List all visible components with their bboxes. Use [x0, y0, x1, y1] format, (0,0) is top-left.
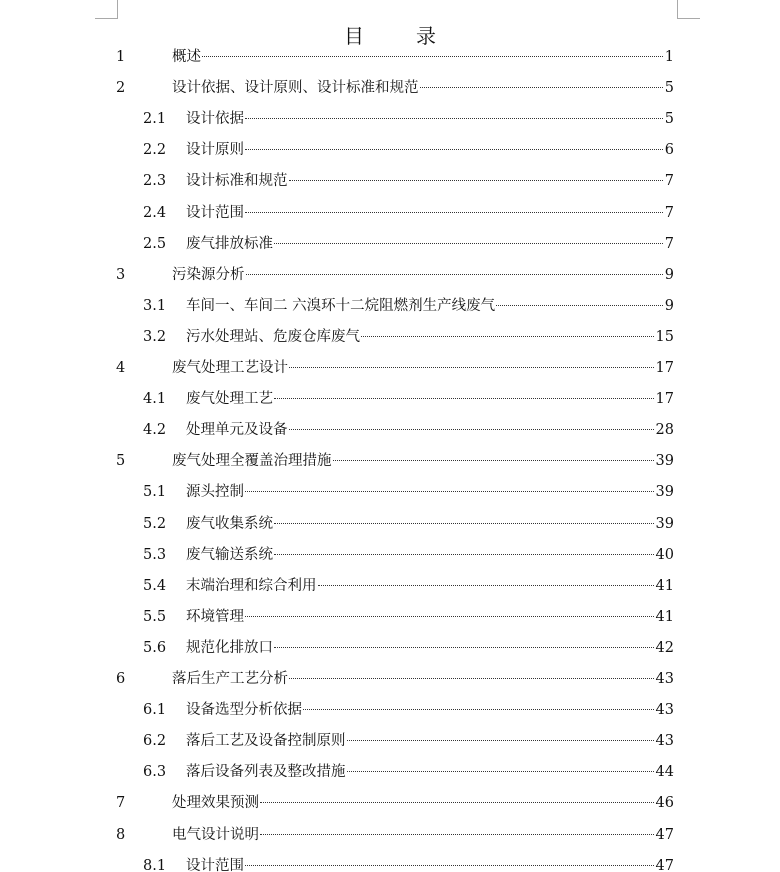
- toc-entry[interactable]: [0, 574, 780, 598]
- toc-entry-title[interactable]: 处理单元及设备: [186, 422, 288, 439]
- toc-entry[interactable]: [0, 729, 780, 753]
- toc-dot-leader: [245, 865, 654, 866]
- toc-entry-page-number: 39: [655, 515, 674, 532]
- toc-entry-line: [186, 760, 674, 784]
- toc-entry-number: 4.1: [143, 391, 167, 408]
- toc-entry-number: 6.1: [143, 702, 167, 719]
- toc-entry-number: 2: [116, 80, 126, 97]
- toc-entry-title[interactable]: 处理效果预测: [172, 795, 259, 812]
- toc-entry-page-number: 47: [655, 826, 674, 843]
- toc-entry-number: 6.2: [143, 733, 167, 750]
- toc-entry-title[interactable]: 电气设计说明: [172, 826, 259, 843]
- toc-entry-line: [186, 605, 674, 629]
- toc-entry-title[interactable]: 规范化排放口: [186, 639, 273, 656]
- toc-entry-line: [186, 512, 674, 536]
- toc-entry-page-number: 43: [655, 733, 674, 750]
- toc-entry-title[interactable]: 落后设备列表及整改措施: [186, 764, 346, 781]
- toc-entry-title[interactable]: 源头控制: [186, 484, 244, 501]
- toc-entry[interactable]: [0, 449, 780, 473]
- toc-entry[interactable]: [0, 823, 780, 847]
- toc-entry-line: [172, 823, 674, 847]
- crop-mark-top-right: [677, 0, 700, 19]
- toc-entry[interactable]: [0, 387, 780, 411]
- toc-title-char-2: 录: [416, 24, 436, 48]
- toc-entry-number: 7: [116, 795, 126, 812]
- toc-entry-number: 5.5: [143, 608, 167, 625]
- toc-entry-line: [186, 729, 674, 753]
- toc-entry-page-number: 28: [655, 422, 674, 439]
- toc-entry-number: 5.6: [143, 639, 167, 656]
- toc-entry-page-number: 5: [664, 80, 674, 97]
- toc-entry[interactable]: [0, 325, 780, 349]
- toc-entry[interactable]: [0, 45, 780, 69]
- toc-dot-leader: [260, 834, 654, 835]
- toc-entry-number: 1: [116, 49, 126, 65]
- toc-entry-line: [186, 636, 674, 660]
- toc-entry-line: [186, 201, 674, 225]
- toc-entry-page-number: 17: [655, 391, 674, 408]
- toc-entry-page-number: 43: [655, 671, 674, 687]
- toc-entry[interactable]: [0, 294, 780, 318]
- toc-entry[interactable]: [0, 232, 780, 256]
- toc-entry-number: 5.4: [143, 577, 167, 594]
- toc-entry-line: [186, 543, 674, 567]
- toc-dot-leader: [245, 118, 663, 119]
- toc-entry-page-number: 7: [664, 173, 674, 190]
- toc-dot-leader: [245, 212, 663, 213]
- toc-entry-page-number: 43: [655, 702, 674, 719]
- toc-entry-line: [186, 387, 674, 411]
- toc-entry[interactable]: [0, 76, 780, 100]
- toc-entry-title[interactable]: 污水处理站、危废仓库废气: [186, 328, 360, 345]
- toc-dot-leader: [245, 149, 663, 150]
- toc-entry[interactable]: [0, 667, 780, 691]
- toc-entry[interactable]: [0, 698, 780, 722]
- toc-entry-number: 5: [116, 453, 126, 470]
- toc-entry-title[interactable]: 落后工艺及设备控制原则: [186, 733, 346, 750]
- toc-entry-number: 4: [116, 360, 126, 376]
- toc-entry[interactable]: [0, 356, 780, 380]
- toc-dot-leader: [289, 429, 654, 430]
- toc-entry-title[interactable]: 车间一、车间二 六溴环十二烷阻燃剂生产线废气: [186, 297, 496, 314]
- toc-dot-leader: [420, 87, 663, 88]
- toc-entry-page-number: 5: [664, 111, 674, 128]
- toc-entry[interactable]: [0, 138, 780, 162]
- toc-dot-leader: [289, 678, 654, 679]
- toc-entry-number: 2.2: [143, 142, 167, 159]
- toc-entry-line: [186, 480, 674, 504]
- toc-entry-title[interactable]: 设计标准和规范: [186, 173, 288, 190]
- toc-dot-leader: [289, 367, 654, 368]
- toc-entry-line: [186, 698, 674, 722]
- toc-entry-page-number: 9: [664, 297, 674, 314]
- toc-entry-line: [186, 574, 674, 598]
- toc-entry-line: [172, 45, 674, 69]
- toc-entry-line: [186, 325, 674, 349]
- toc-entry-page-number: 42: [655, 639, 674, 656]
- toc-entry-title[interactable]: 废气处理工艺: [186, 391, 273, 408]
- toc-entry[interactable]: [0, 605, 780, 629]
- toc-entry-title[interactable]: 废气收集系统: [186, 515, 273, 532]
- toc-entry-title[interactable]: 设计范围: [186, 204, 244, 221]
- toc-entry[interactable]: [0, 418, 780, 442]
- toc-entry-title[interactable]: 设计依据: [186, 111, 244, 128]
- toc-entry-number: 8: [116, 826, 126, 843]
- toc-entry-title[interactable]: 废气输送系统: [186, 546, 273, 563]
- toc-entry-page-number: 7: [664, 204, 674, 221]
- toc-entry-title[interactable]: 环境管理: [186, 608, 244, 625]
- toc-dot-leader: [333, 460, 654, 461]
- toc-entry-number: 3.2: [143, 328, 167, 345]
- toc-entry-number: 2.5: [143, 235, 167, 252]
- toc-dot-leader: [303, 709, 654, 710]
- toc-entry-page-number: 39: [655, 453, 674, 470]
- toc-entry-number: 2.4: [143, 204, 167, 221]
- toc-entry-number: 6.3: [143, 764, 167, 781]
- toc-entry-line: [186, 418, 674, 442]
- toc-entry[interactable]: [0, 854, 780, 872]
- toc-entry-line: [172, 76, 674, 100]
- toc-entry[interactable]: [0, 543, 780, 567]
- toc-entry-title[interactable]: 落后生产工艺分析: [172, 671, 288, 687]
- toc-entry[interactable]: [0, 480, 780, 504]
- toc-dot-leader: [274, 554, 654, 555]
- toc-dot-leader: [202, 56, 663, 57]
- toc-dot-leader: [496, 305, 663, 306]
- toc-entry-line: [186, 232, 674, 256]
- toc-entry-line: [172, 356, 674, 380]
- toc-dot-leader: [245, 491, 654, 492]
- toc-entry-line: [186, 169, 674, 193]
- toc-entry-title[interactable]: 废气排放标准: [186, 235, 273, 252]
- toc-dot-leader: [246, 274, 663, 275]
- toc-entry[interactable]: [0, 107, 780, 131]
- toc-entry-page-number: 41: [655, 608, 674, 625]
- toc-entry-title[interactable]: 设计依据、设计原则、设计标准和规范: [172, 80, 419, 97]
- toc-entry-line: [186, 294, 674, 318]
- toc-dot-leader: [245, 616, 654, 617]
- toc-entry[interactable]: [0, 791, 780, 815]
- toc-entry-page-number: 39: [655, 484, 674, 501]
- toc-entry-number: 5.3: [143, 546, 167, 563]
- toc-entry-page-number: 15: [655, 328, 674, 345]
- toc-entry-number: 5.1: [143, 484, 167, 501]
- toc-entry-line: [186, 854, 674, 872]
- toc-entry-line: [172, 263, 674, 287]
- toc-entry-page-number: 46: [655, 795, 674, 812]
- toc-entry-page-number: 17: [655, 360, 674, 376]
- toc-entry-page-number: 9: [664, 266, 674, 283]
- toc-entry-page-number: 47: [655, 857, 674, 872]
- toc-entry-number: 2.1: [143, 111, 167, 128]
- toc-title-char-1: 目: [344, 24, 364, 48]
- toc-entry-number: 6: [116, 671, 126, 687]
- toc-dot-leader: [361, 336, 654, 337]
- toc-entry-title[interactable]: 概述: [172, 49, 201, 65]
- toc-entry-title[interactable]: 末端治理和综合利用: [186, 577, 317, 594]
- toc-entry-title[interactable]: 废气处理全覆盖治理措施: [172, 453, 332, 470]
- toc-dot-leader: [347, 740, 654, 741]
- toc-entry-title[interactable]: 废气处理工艺设计: [172, 360, 288, 376]
- toc-entry[interactable]: [0, 636, 780, 660]
- toc-dot-leader: [274, 523, 654, 524]
- toc-entry-number: 3: [116, 266, 126, 283]
- toc-entry-number: 3.1: [143, 297, 167, 314]
- toc-entry-page-number: 1: [664, 49, 674, 65]
- toc-entry[interactable]: [0, 760, 780, 784]
- toc-entry-number: 5.2: [143, 515, 167, 532]
- toc-entry-line: [172, 449, 674, 473]
- toc-entry-title[interactable]: 污染源分析: [172, 266, 245, 283]
- toc-entry-number: 8.1: [143, 857, 167, 872]
- toc-dot-leader: [274, 647, 654, 648]
- toc-dot-leader: [274, 243, 663, 244]
- toc-entry-page-number: 7: [664, 235, 674, 252]
- toc-entry-page-number: 41: [655, 577, 674, 594]
- toc-entry-page-number: 40: [655, 546, 674, 563]
- toc-entry-number: 2.3: [143, 173, 167, 190]
- toc-entry[interactable]: [0, 169, 780, 193]
- toc-entry-line: [172, 791, 674, 815]
- toc-entry-title[interactable]: 设计范围: [186, 857, 244, 872]
- toc-dot-leader: [318, 585, 654, 586]
- toc-dot-leader: [274, 398, 654, 399]
- toc-entry-line: [172, 667, 674, 691]
- toc-entry-line: [186, 107, 674, 131]
- toc-dot-leader: [260, 802, 654, 803]
- toc-entry-title[interactable]: 设计原则: [186, 142, 244, 159]
- toc-entry-line: [186, 138, 674, 162]
- toc-entry[interactable]: [0, 263, 780, 287]
- crop-mark-top-left: [95, 0, 118, 19]
- toc-dot-leader: [347, 771, 654, 772]
- toc-entry-number: 4.2: [143, 422, 167, 439]
- toc-entry-page-number: 6: [664, 142, 674, 159]
- toc-entry[interactable]: [0, 512, 780, 536]
- toc-entry-title[interactable]: 设备选型分析依据: [186, 702, 302, 719]
- toc-entry[interactable]: [0, 201, 780, 225]
- toc-entry-page-number: 44: [655, 764, 674, 781]
- toc-dot-leader: [289, 180, 663, 181]
